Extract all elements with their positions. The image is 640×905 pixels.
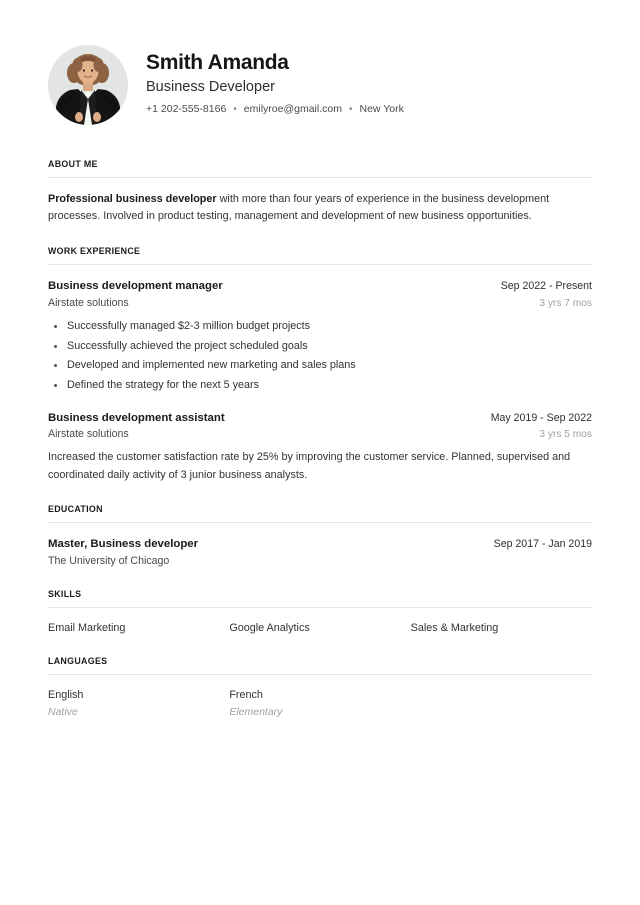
- work-entry-bullet: Successfully achieved the project scheduled goals: [48, 338, 592, 354]
- work-entry-duration: 3 yrs 7 mos: [539, 297, 592, 309]
- work-entry-subheader: [48, 296, 592, 312]
- section-skills: [48, 589, 592, 636]
- work-entry-company: Airstate solutions: [48, 428, 129, 441]
- about-me-text: with more than four years of experience in the business development processes. Involved in product testing, management and development of new business opportunities.: [48, 193, 550, 223]
- work-entry-bullet: Successfully managed $2-3 million budget projects: [48, 318, 592, 334]
- work-entry-header: [48, 410, 592, 427]
- section-about-me: [48, 159, 592, 226]
- work-entry: [48, 278, 592, 393]
- skill-label: Sales & Marketing: [410, 622, 499, 635]
- language-name: French: [229, 689, 263, 702]
- work-entry-dates: Sep 2022 - Present: [500, 279, 592, 292]
- section-languages: [48, 656, 592, 719]
- language-item: [229, 688, 410, 719]
- section-title-languages: LANGUAGES: [48, 656, 108, 668]
- work-entry-role: Business development manager: [48, 279, 223, 292]
- languages-columns: [48, 688, 592, 719]
- work-entry-bullets: [48, 318, 592, 393]
- language-name: English: [48, 689, 84, 702]
- language-item-empty: [411, 688, 592, 719]
- education-entry-header: [48, 536, 592, 553]
- work-entry-duration: 3 yrs 5 mos: [539, 429, 592, 441]
- section-education: [48, 504, 592, 569]
- candidate-name: Smith Amanda: [146, 51, 289, 75]
- work-entry: [48, 410, 592, 484]
- work-entry-role: Business development assistant: [48, 411, 225, 424]
- candidate-job-title: Business Developer: [146, 78, 275, 95]
- work-entry-description: Increased the customer satisfaction rate by 25% by improving the customer service. Planned, supervised and coordinated daily activity of 3 junior business analysts.: [48, 451, 571, 481]
- skills-body: [48, 608, 592, 636]
- skill-item: [411, 621, 592, 636]
- work-entry-dates: May 2019 - Sep 2022: [490, 411, 592, 424]
- section-work-experience: [48, 246, 592, 484]
- work-entry-header: [48, 278, 592, 295]
- section-title-skills: SKILLS: [48, 589, 82, 601]
- education-entry-subheader: [48, 554, 592, 569]
- education-entry: [48, 536, 592, 569]
- education-entry-dates: Sep 2017 - Jan 2019: [493, 538, 592, 551]
- education-body: [48, 523, 592, 569]
- skills-columns: [48, 621, 592, 636]
- language-level: Native: [48, 705, 78, 718]
- person-photo-avatar-icon: [48, 45, 128, 125]
- languages-body: [48, 675, 592, 719]
- contact-separator-1: •: [233, 104, 237, 116]
- skill-label: Google Analytics: [229, 622, 310, 635]
- contact-phone: +1 202-555-8166: [146, 102, 227, 115]
- avatar: [48, 45, 128, 125]
- education-entry-school: The University of Chicago: [48, 554, 170, 567]
- work-entry-company: Airstate solutions: [48, 296, 129, 309]
- section-title-education: EDUCATION: [48, 504, 103, 516]
- skill-item: [229, 621, 410, 636]
- section-title-about-me: ABOUT ME: [48, 159, 98, 170]
- work-entry-subheader: [48, 427, 592, 443]
- about-me-paragraph: [48, 191, 592, 226]
- header-text-block: [146, 51, 404, 118]
- contact-email: emilyroe@gmail.com: [243, 102, 342, 115]
- contact-location: New York: [359, 102, 404, 115]
- skill-item: [48, 621, 229, 636]
- resume-header: [48, 0, 592, 139]
- work-experience-body: [48, 265, 592, 484]
- work-entry-bullet: Defined the strategy for the next 5 years: [48, 377, 592, 393]
- work-entry-bullet: Developed and implemented new marketing and sales plans: [48, 357, 592, 373]
- contact-line: [146, 103, 404, 117]
- contact-separator-2: •: [348, 104, 353, 116]
- language-item: [48, 688, 229, 719]
- skill-label: Email Marketing: [48, 622, 126, 635]
- section-title-work-experience: WORK EXPERIENCE: [48, 245, 141, 257]
- language-level: Elementary: [229, 705, 283, 718]
- about-me-body: [48, 178, 592, 226]
- about-me-lead: Professional business developer: [48, 193, 217, 205]
- education-entry-degree: Master, Business developer: [48, 538, 199, 551]
